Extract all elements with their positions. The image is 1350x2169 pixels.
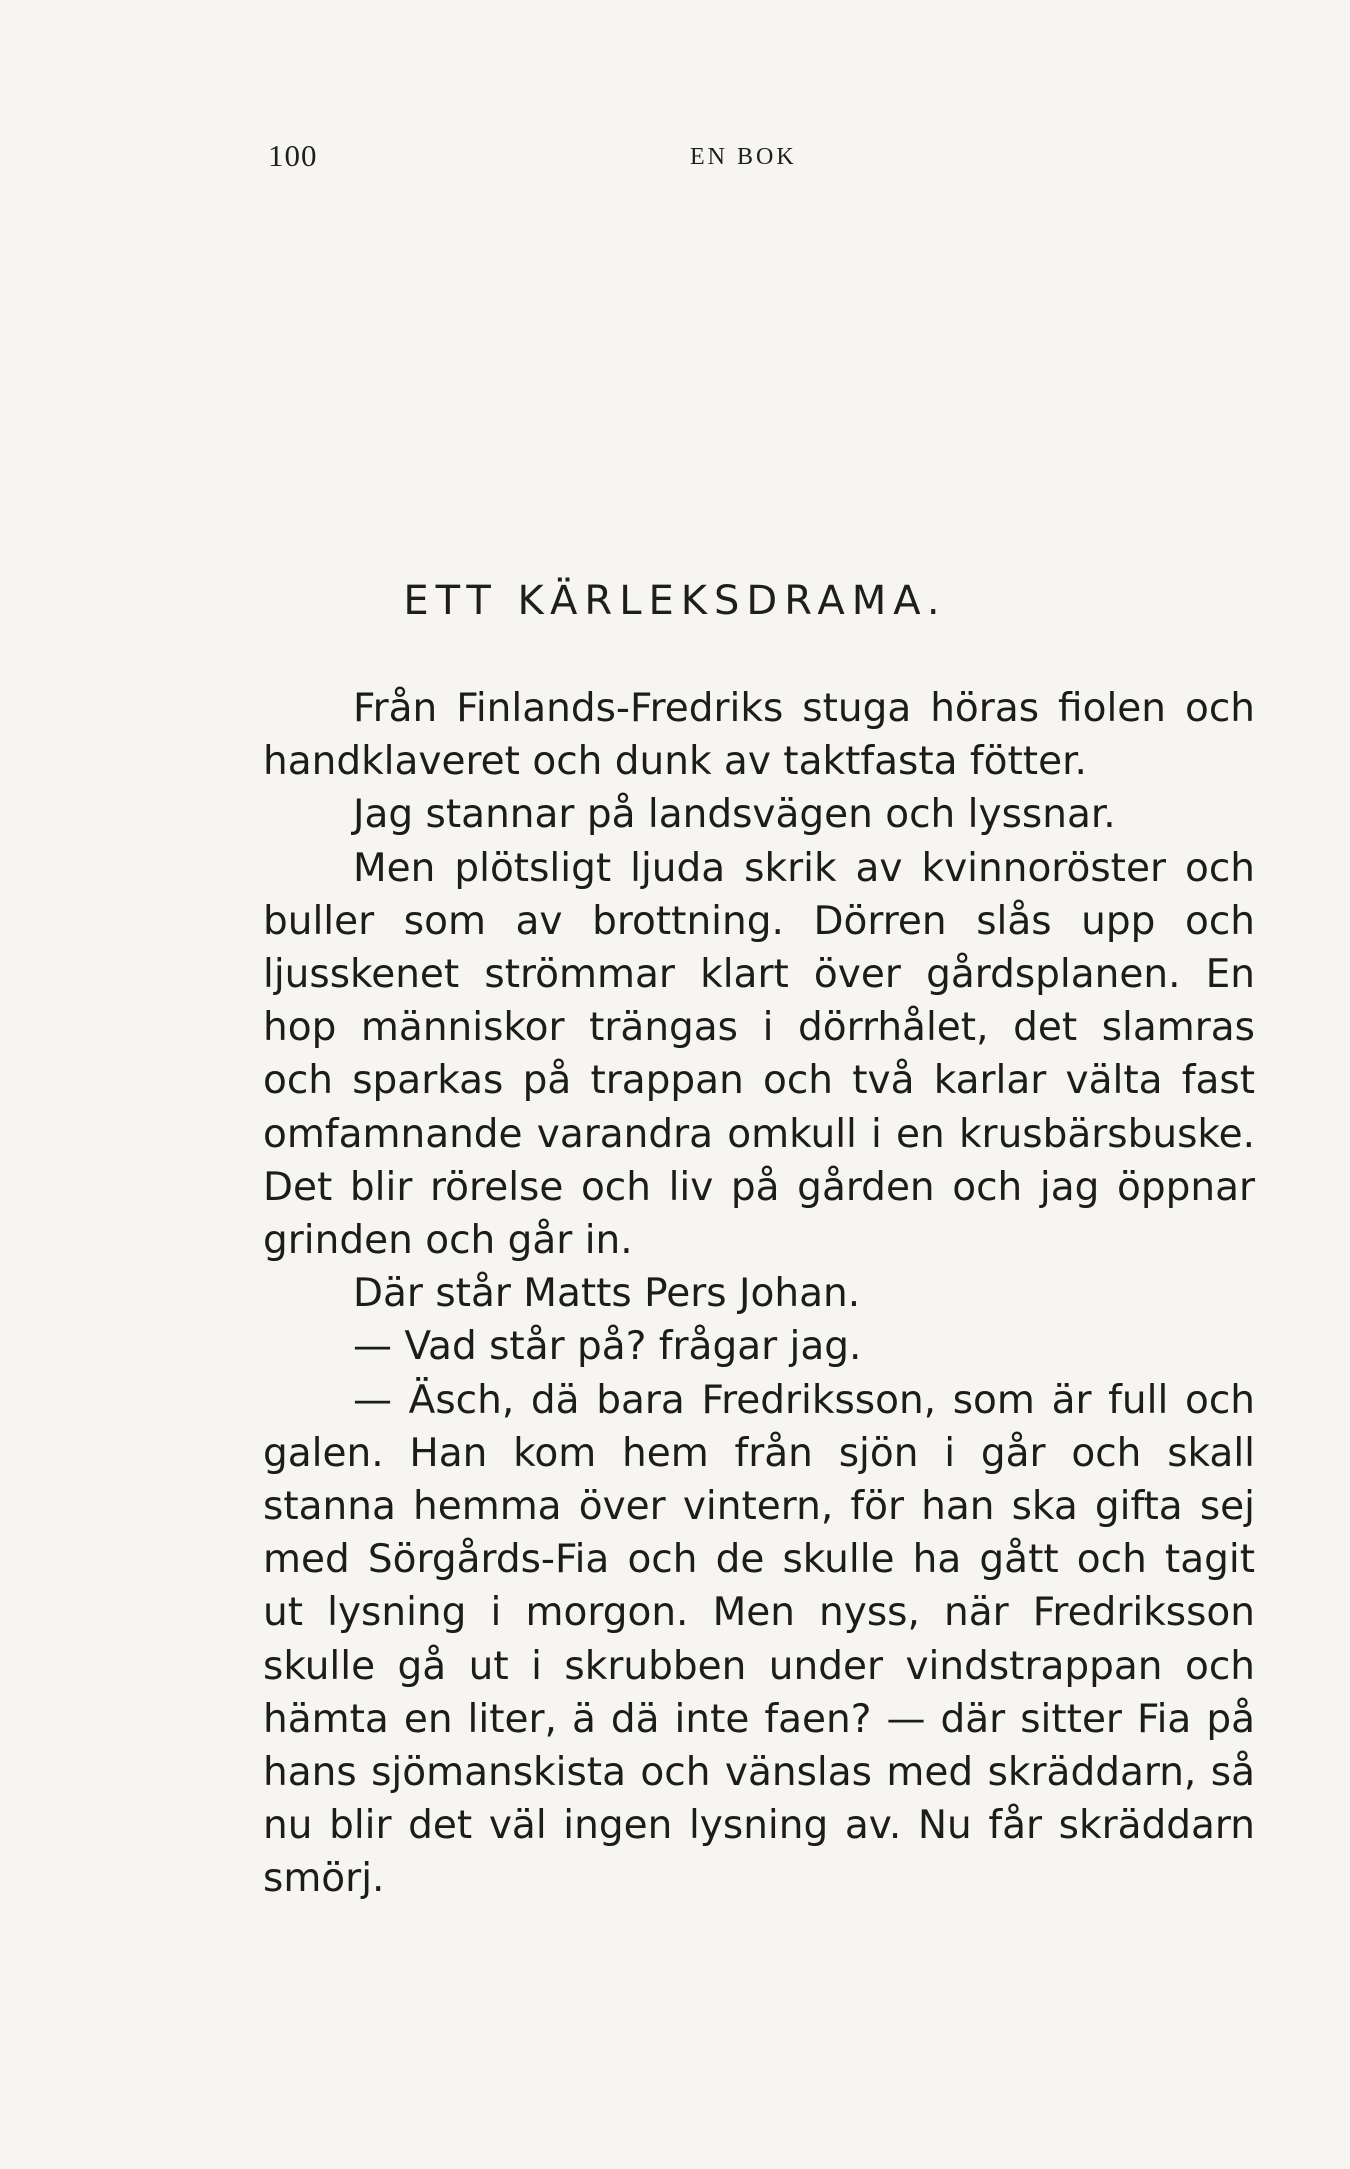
dialog-paragraph: — Äsch, dä bara Fredriksson, som är full och galen. Han kom hem från sjön i går och skall stanna hemma över vintern, för han ska gifta sej med Sörgårds-Fia och de skulle ha gått och tagit ut lysning i morgon. Men nyss, när Fredriksson skulle gå ut i skrubben under vindstrappan och hämta en liter, ä dä inte faen? — där sitter Fia på hans sjömanskista och vänslas med skräddarn, så nu blir det väl ingen lysning av. Nu får skräddarn smörj. xyxy=(263,1377,1255,1902)
page-number: 100 xyxy=(268,138,318,173)
running-title: EN BOK xyxy=(690,144,797,170)
running-head xyxy=(268,138,828,178)
paragraph: Men plötsligt ljuda skrik av kvinnoröster och buller som av brottning. Dörren slås upp och ljusskenet strömmar klart över gårdsplanen. En hop människor trängas i dörrhålet, det slamras och sparkas på trappan och två karlar välta fast omfamnande varandra omkull i en krusbärsbuske. Det blir rörelse och liv på gården och jag öppnar grinden och går in. xyxy=(263,845,1255,1264)
paragraph: Där står Matts Pers Johan. xyxy=(353,1271,861,1317)
dialog-paragraph: — Vad står på? frågar jag. xyxy=(353,1324,862,1370)
paragraph: Från Finlands-Fredriks stuga höras fiolen och handklaveret och dunk av taktfasta fötter. xyxy=(263,686,1255,785)
chapter-title: ETT KÄRLEKSDRAMA. xyxy=(403,578,947,624)
paragraph: Jag stannar på landsvägen och lyssnar. xyxy=(353,792,1116,838)
body-text xyxy=(263,682,1255,1906)
